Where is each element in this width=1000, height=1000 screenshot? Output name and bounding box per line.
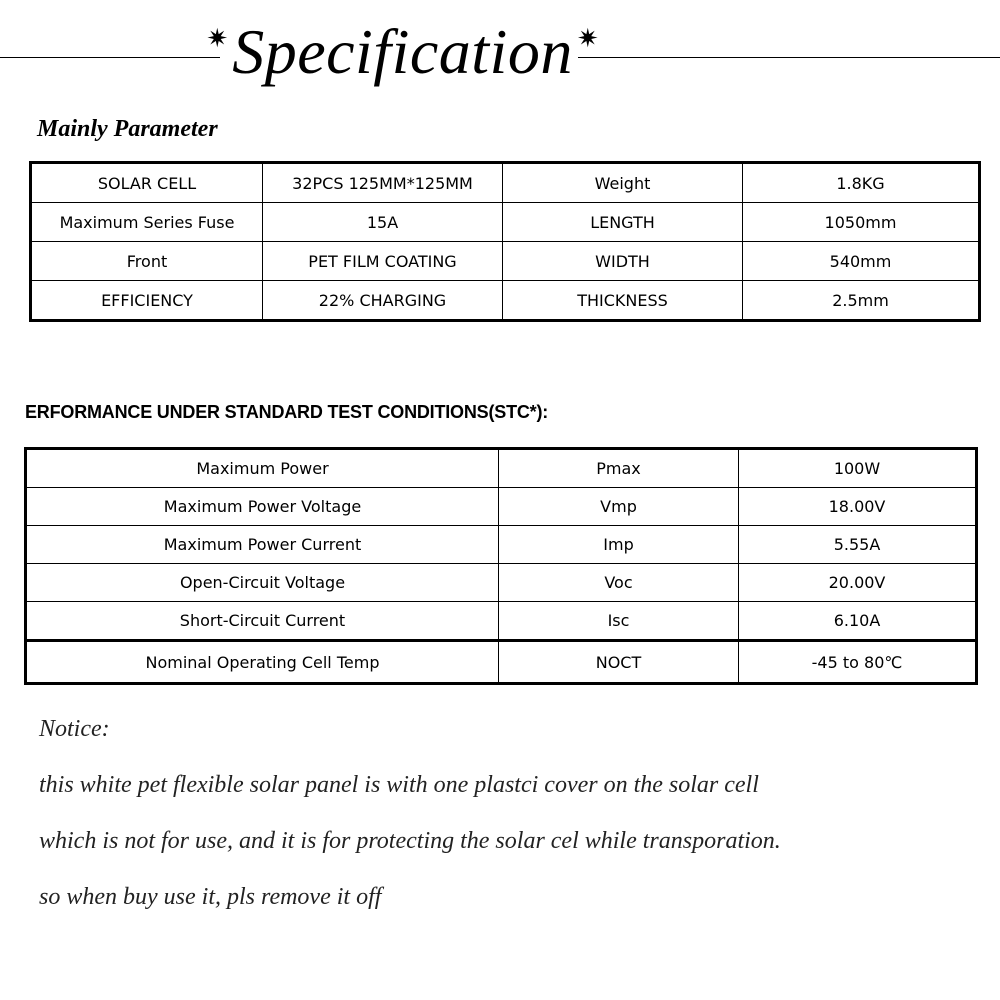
param-label: Maximum Series Fuse	[31, 203, 263, 242]
title-rule-left	[0, 57, 220, 58]
param-value: PET FILM COATING	[263, 242, 503, 281]
param-label: Front	[31, 242, 263, 281]
notice-line: which is not for use, and it is for protecting the solar cel while transporation.	[39, 828, 781, 854]
star-right-icon: ✷	[576, 24, 599, 54]
stc-value: 100W	[739, 449, 977, 488]
param-label: Weight	[503, 163, 743, 203]
stc-symbol: Voc	[499, 564, 739, 602]
stc-symbol: Pmax	[499, 449, 739, 488]
stc-parameter: Maximum Power Current	[26, 526, 499, 564]
table-row	[31, 281, 980, 321]
param-value: 22% CHARGING	[263, 281, 503, 321]
param-label: EFFICIENCY	[31, 281, 263, 321]
table-row	[31, 203, 980, 242]
stc-parameter: Nominal Operating Cell Temp	[26, 641, 499, 684]
star-left-icon: ✷	[206, 24, 229, 54]
stc-value: 5.55A	[739, 526, 977, 564]
param-label: THICKNESS	[503, 281, 743, 321]
stc-value: 20.00V	[739, 564, 977, 602]
param-label: SOLAR CELL	[31, 163, 263, 203]
stc-parameter: Open-Circuit Voltage	[26, 564, 499, 602]
stc-symbol: Vmp	[499, 488, 739, 526]
table-row	[26, 526, 977, 564]
param-value: 1.8KG	[743, 163, 980, 203]
page-title: Specification	[232, 16, 573, 87]
table-row	[26, 564, 977, 602]
stc-parameter: Maximum Power	[26, 449, 499, 488]
stc-value: 6.10A	[739, 602, 977, 641]
table-row	[26, 488, 977, 526]
param-label: WIDTH	[503, 242, 743, 281]
stc-parameter: Maximum Power Voltage	[26, 488, 499, 526]
stc-value: -45 to 80℃	[739, 641, 977, 684]
stc-heading: ERFORMANCE UNDER STANDARD TEST CONDITIONS(STC*):	[25, 402, 549, 422]
notice-heading: Notice:	[39, 716, 110, 742]
table-row	[31, 163, 980, 203]
table-row	[26, 602, 977, 641]
param-value: 1050mm	[743, 203, 980, 242]
parameter-table	[29, 161, 981, 322]
stc-symbol: NOCT	[499, 641, 739, 684]
table-row	[26, 641, 977, 684]
title-block	[205, 12, 600, 92]
notice-line: this white pet flexible solar panel is with one plastci cover on the solar cell	[39, 772, 759, 798]
stc-parameter: Short-Circuit Current	[26, 602, 499, 641]
stc-table	[24, 447, 978, 685]
param-label: LENGTH	[503, 203, 743, 242]
param-value: 2.5mm	[743, 281, 980, 321]
table-row	[31, 242, 980, 281]
param-value: 32PCS 125MM*125MM	[263, 163, 503, 203]
title-rule-right	[578, 57, 1000, 58]
table-row	[26, 449, 977, 488]
param-value: 15A	[263, 203, 503, 242]
stc-value: 18.00V	[739, 488, 977, 526]
stc-symbol: Imp	[499, 526, 739, 564]
param-value: 540mm	[743, 242, 980, 281]
stc-symbol: Isc	[499, 602, 739, 641]
mainly-parameter-title: Mainly Parameter	[37, 116, 218, 142]
notice-line: so when buy use it, pls remove it off	[39, 884, 382, 910]
